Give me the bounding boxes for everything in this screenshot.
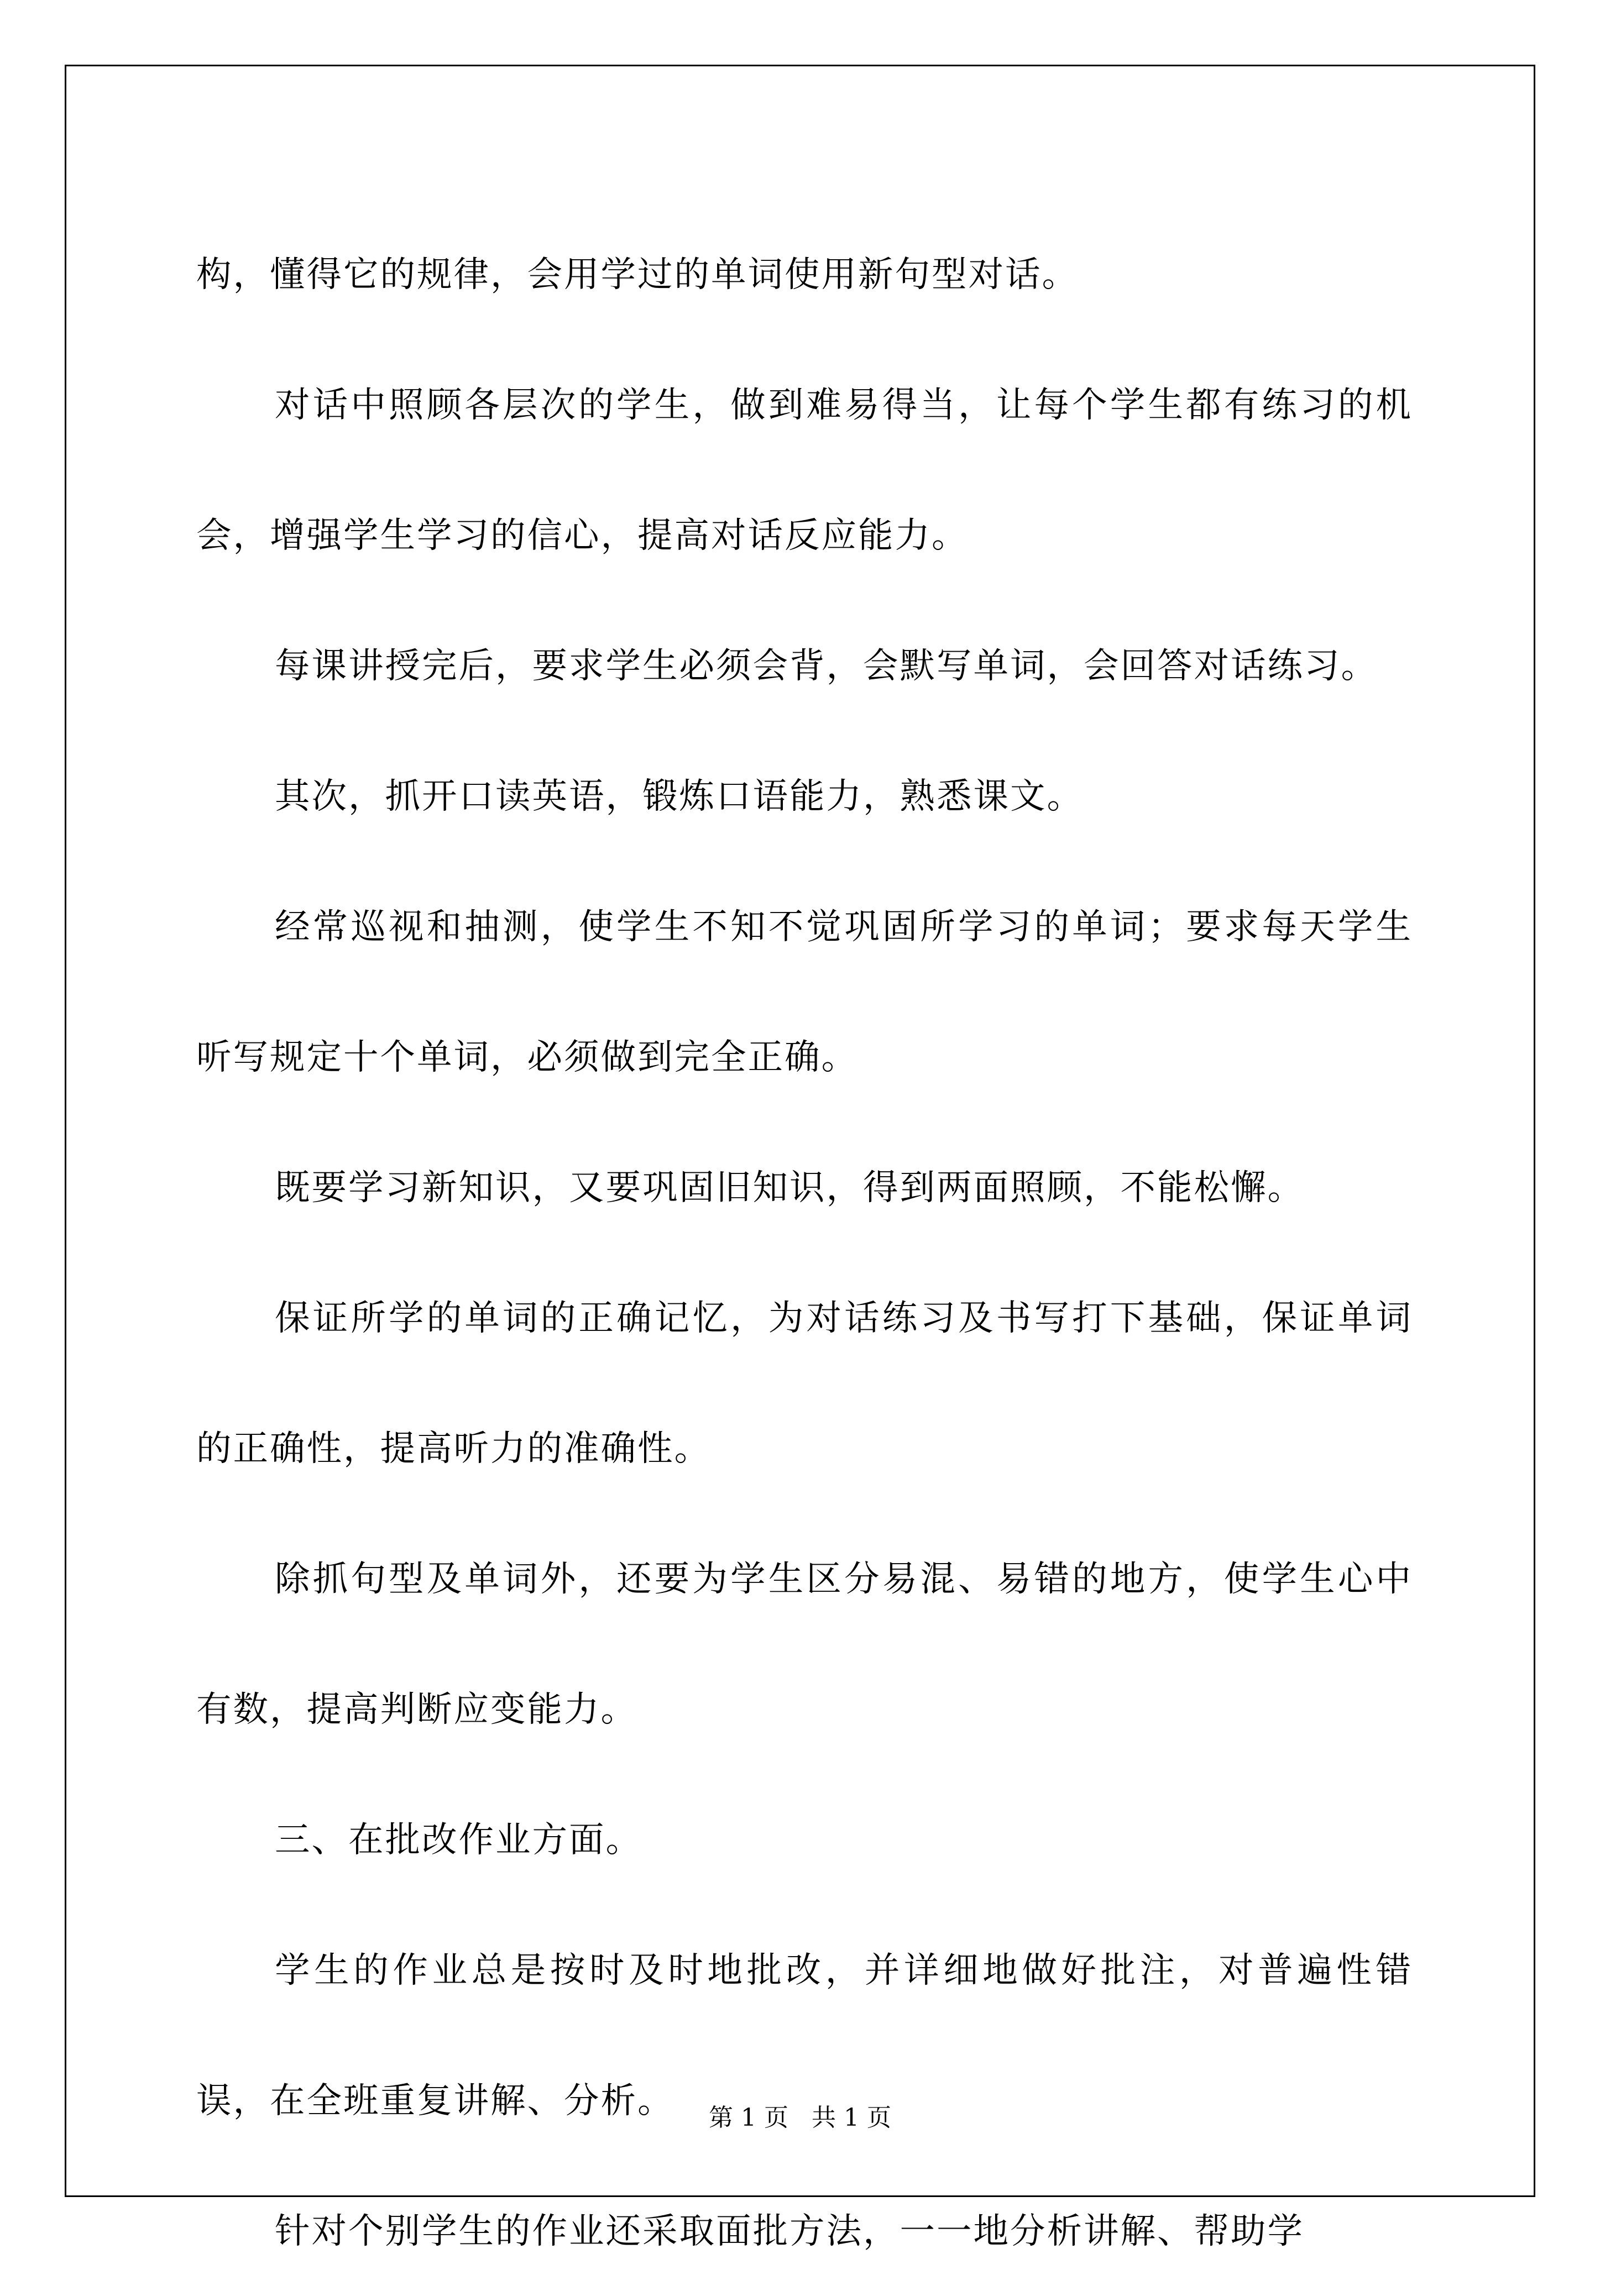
paragraph: 经常巡视和抽测，使学生不知不觉巩固所学习的单词；要求每天学生听写规定十个单词，必须做到完全正确。 [196,906,1413,1077]
paragraph: 学生的作业总是按时及时地批改，并详细地做好批注，对普遍性错误，在全班重复讲解、分析。 [196,1949,1413,2121]
section-heading: 三、在批改作业方面。 [275,1819,642,1860]
paragraph: 对话中照顾各层次的学生，做到难易得当，让每个学生都有练习的机会，增强学生学习的信心，提高对话反应能力。 [196,384,1413,555]
paragraph: 除抓句型及单词外，还要为学生区分易混、易错的地方，使学生心中有数，提高判断应变能力。 [196,1558,1413,1729]
paragraph: 既要学习新知识，又要巩固旧知识，得到两面照顾，不能松懈。 [275,1167,1304,1208]
paragraph: 构，懂得它的规律，会用学过的单词使用新句型对话。 [196,254,1079,295]
paragraph: 针对个别学生的作业还采取面批方法，一一地分析讲解、帮助学 [275,2210,1304,2251]
paragraph: 保证所学的单词的正确记忆，为对话练习及书写打下基础，保证单词的正确性，提高听力的准确性。 [196,1297,1413,1469]
paragraph: 每课讲授完后，要求学生必须会背，会默写单词，会回答对话练习。 [275,645,1378,686]
document-body [196,209,1413,2296]
page-number-footer: 第 1 页 共 1 页 [709,2104,891,2132]
paragraph: 其次，抓开口读英语，锻炼口语能力，熟悉课文。 [275,775,1084,816]
